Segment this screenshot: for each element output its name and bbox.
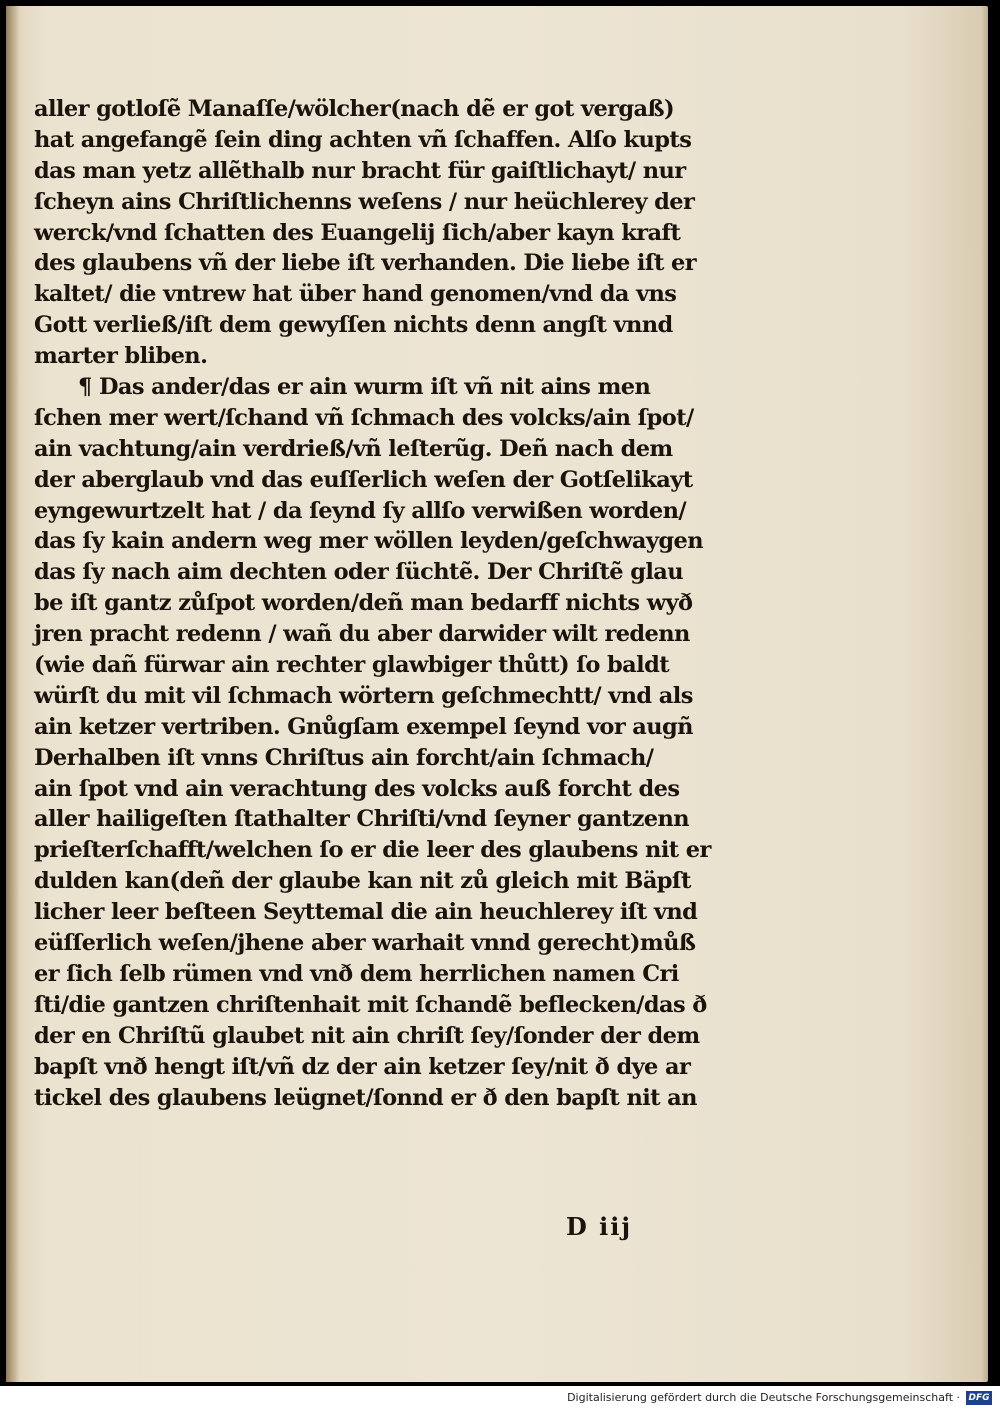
text-line: tickel des glaubens leügnet/ſonnd er ð den bapſt nit an [34, 1084, 697, 1111]
text-line: ſcheyn ains Chriſtlichenns weſens / nur heüchlerey der [34, 188, 695, 215]
text-line: werck/vnd ſchatten des Euangelij ſich/aber kayn kraft [34, 219, 681, 246]
text-line: das ſy kain andern weg mer wöllen leyden/geſchwaygen [34, 528, 703, 555]
text-line: ain ſpot vnd ain verachtung des volcks auß forcht des [34, 775, 680, 802]
text-line: eyngewurtzelt hat / da ſeynd ſy allſo verwißen worden/ [34, 497, 686, 524]
text-line: ain vachtung/ain verdrieß/vñ leſterũg. Deñ nach dem [34, 435, 673, 462]
text-line: jren pracht redenn / wañ du aber darwider wilt redenn [34, 621, 690, 648]
text-line: ain ketzer vertriben. Gnůgſam exempel ſeynd vor augñ [34, 713, 693, 740]
text-line: das man yetz allẽthalb nur bracht für gaiſtlichayt/ nur [34, 157, 686, 184]
dfg-logo-icon: DFG [966, 1391, 992, 1405]
page-text-block [34, 94, 754, 1113]
text-line: eüſſerlich weſen/jhene aber warhait vnnd gerecht)můß [34, 930, 696, 957]
text-line: ſti/die gantzen chriſtenhait mit ſchandẽ beflecken/das ð [34, 991, 707, 1018]
text-line: Derhalben iſt vnns Chriſtus ain forcht/ain ſchmach/ [34, 744, 654, 771]
text-line: der en Chriſtũ glaubet nit ain chriſt ſey/ſonder der dem [34, 1022, 700, 1049]
text-line: aller gotloſẽ Manaſſe/wölcher(nach dẽ er got vergaß) [34, 96, 675, 122]
footer-bar [0, 1386, 1000, 1410]
book-page [6, 6, 988, 1382]
text-line: Gott verließ/iſt dem gewyſſen nichts denn angſt vnnd [34, 312, 673, 339]
page-gutter [6, 6, 20, 1382]
text-line: aller hailigeſten ſtathalter Chriſti/vnd ſeyner gantzenn [34, 806, 690, 833]
text-line: licher leer beſteen Seyttemal die ain heuchlerey iſt vnd [34, 899, 698, 926]
text-line: (wie dañ fürwar ain rechter glawbiger thůtt) ſo baldt [34, 652, 670, 679]
text-line: hat angefangẽ ſein ding achten vñ ſchaffen. Alſo kupts [34, 126, 692, 153]
text-line: prieſterſchafft/welchen ſo er die leer des glaubens nit er [34, 837, 711, 864]
text-line: des glaubens vñ der liebe iſt verhanden. Die liebe iſt er [34, 250, 696, 277]
text-line: würſt du mit vil ſchmach wörtern geſchmechtt/ vnd als [34, 682, 693, 709]
text-line: der aberglaub vnd das euſſerlich weſen der Gotſelikayt [34, 466, 693, 493]
text-line: er ſich ſelb rümen vnd vnð dem herrlichen namen Cri [34, 960, 679, 987]
signature-mark: D iij [566, 1212, 633, 1241]
text-line: kaltet/ die vntrew hat über hand genomen/vnd da vns [34, 281, 677, 308]
text-line: das ſy nach aim dechten oder ſüchtẽ. Der Chriſtẽ glau [34, 559, 684, 586]
text-line: be iſt gantz zůſpot worden/deñ man bedarff nichts wyð [34, 590, 693, 617]
funding-credit: Digitalisierung gefördert durch die Deutsche Forschungsgemeinschaft · [567, 1391, 960, 1404]
text-line: ſchen mer wert/ſchand vñ ſchmach des volcks/ain ſpot/ [34, 404, 694, 431]
text-line: bapſt vnð hengt iſt/vñ dz der ain ketzer ſey/nit ð dye ar [34, 1053, 691, 1080]
paragraph-start-line: ¶ Das ander/das er ain wurm iſt vñ nit ains men [78, 374, 651, 401]
text-line: dulden kan(deñ der glaube kan nit zů gleich mit Bäpſt [34, 868, 691, 895]
text-line: marter bliben. [34, 343, 208, 370]
